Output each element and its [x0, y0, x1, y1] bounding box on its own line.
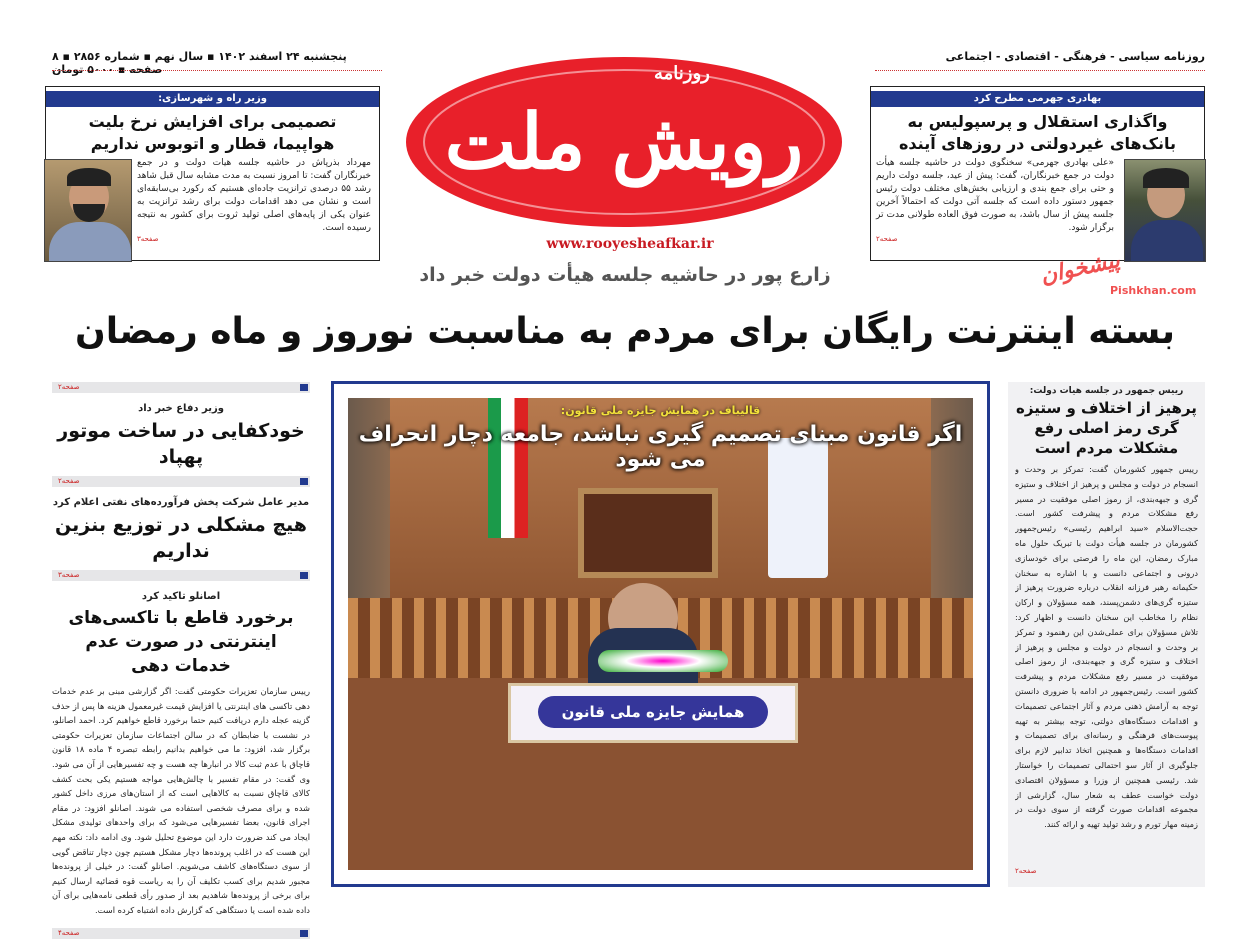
website-link[interactable]: www.rooyesheafkar.ir — [546, 236, 714, 252]
right-box-kicker: بهادری جهرمی مطرح کرد — [871, 91, 1204, 107]
right-box-body: «علی بهادری جهرمی» سخنگوی دولت در حاشیه جلسه هیأت دولت در جمع خبرنگاران، گفت: پیش از عید، جلسه دولت داریم و حتی برای جمع بندی و ارزیابی بخش‌های مختلف دولت رئیس جمهور دستور داده است که جلسه آتی دولت که احتمالاً آخرین جلسه پیش از سال باشد، به صورت فوق العاده طولانی مدت تر برگزار شود. — [876, 158, 1114, 233]
right-column — [1008, 382, 1205, 887]
story-kicker: وزیر دفاع خبر داد — [138, 403, 224, 414]
spokesman-photo — [1124, 159, 1206, 262]
divider — [875, 70, 1205, 71]
story-title[interactable]: برخورد قاطع با تاکسی‌های اینترنتی در صورت عدم خدمات دهی — [68, 608, 294, 676]
logo-small: روزنامه — [654, 63, 710, 84]
section-bar — [52, 382, 310, 393]
story-title[interactable]: هیچ مشکلی در توزیع بنزین نداریم — [55, 514, 307, 562]
photo-story — [331, 381, 990, 887]
photo-kicker: قالیباف در همایش جایزه ملی قانون: — [560, 404, 761, 417]
page-ref[interactable]: صفحه۲ — [876, 235, 898, 243]
right-box-title[interactable]: واگذاری استقلال و پرسپولیس به بانک‌های غیردولتی در روزهای آینده — [898, 112, 1176, 153]
event-banner: همایش جایزه ملی قانون — [538, 696, 768, 728]
lead-kicker: زارع پور در حاشیه جلسه هیأت دولت خبر داد — [419, 264, 831, 286]
page-ref[interactable]: صفحه۳ — [58, 571, 80, 579]
photo-headline[interactable]: اگر قانون مبنای تصمیم گیری نباشد، جامعه دچار انحراف می شود — [358, 422, 963, 472]
left-box-title[interactable]: تصمیمی برای افزایش نرخ بلیت هواپیما، قطار و اتوبوس نداریم — [88, 112, 337, 153]
right-box-text — [876, 157, 1114, 243]
logo — [404, 48, 844, 230]
section-bar — [52, 570, 310, 581]
story-body: رییس سازمان تعزیرات حکومتی گفت: اگر گزارشی مبنی بر عدم خدمات دهی تاکسی های اینترنتی یا افزایش قیمت غیرمعمول هزینه ها پس از حذف گزینه عجله دارم دریافت کنیم حتما برخورد قاطع خواهیم کرد. احمد اصانلو، در نشست با ضابطان که در سالن اجتماعات سازمان تعزیرات حکومتی برگزار شد، افزود: ما می خواهیم بدانیم رابطه تبصره ۴ ماده ۱۸ قانون قاچاق با عدم ثبت کالا در انبارها چه هست و چه تفسیرهایی از آن می شود. وی گفت: در مقام تفسیر با چالش‌هایی مواجه هستیم یکی بحث کشف کالای قاچاق نسبت به کالاهایی است که از استان‌های مرزی داخل کشور شده و برای مصرف شخصی استفاده می شوند. اصانلو افزود: در مقام اجرای قانون، بعضا تفسیرهایی می‌شود که برای واحدهای تولیدی مشکل ایجاد می کند ضرورت دارد این موضوع تحلیل شود. وی ادامه داد: نکته مهم این هست که در اغلب پرونده‌ها دچار مشکل هستیم چون دچار تناقض گویی از سوی دستگاه‌های کاشف می‌شویم. اصانلو گفت: در خیلی از پرونده‌ها مجبور شدیم برای کسب تکلیف آن را به ریاست قوه قضائیه ارسال کنیم برای برخی از پرونده‌ها شاهدیم بعد از صدور رأی قطعی نامه‌هایی برای آن داده شده است یا دستگاهی که گزارش داده اشتباه کرده است. — [52, 686, 310, 915]
watermark: پیشخوان — [1038, 246, 1123, 290]
section-bar — [52, 476, 310, 487]
lead-headline[interactable]: بسته اینترنت رایگان برای مردم به مناسبت نوروز و ماه رمضان — [75, 311, 1175, 352]
left-box-body: مهرداد بذرپاش در حاشیه جلسه هیات دولت و در جمع خبرنگاران گفت: تا امروز نسبت به مدت مشابه سال قبل شاهد رشد ۵۵ درصدی ترانزیت جاده‌ای هستیم که رکورد بی‌سابقه‌ای است و نشان می دهد اقدامات دولت برای رشد ترانزیت به عنوان یکی از پایه‌های اصلی تولید ثروت برای کشور به نتیجه رسیده است. — [137, 158, 371, 233]
story-title[interactable]: پرهیز از اختلاف و ستیزه گری رمز اصلی رفع مشکلات مردم است — [1016, 399, 1197, 457]
left-box-kicker: وزیر راه و شهرسازی: — [46, 91, 379, 107]
story-kicker: مدیر عامل شرکت پخش فرآورده‌های نفتی اعلام کرد — [52, 497, 310, 508]
story-title[interactable]: خودکفایی در ساخت موتور پهپاد — [57, 420, 305, 468]
minister-photo — [44, 159, 132, 262]
watermark-url: Pishkhan.com — [1110, 284, 1197, 297]
logo-text: رویش ملت — [444, 97, 804, 186]
page-ref[interactable]: صفحه۴ — [58, 929, 80, 937]
section-bar — [52, 928, 310, 939]
issue-info: پنجشنبه ۲۴ اسفند ۱۴۰۲ ▪ سال نهم ▪ شماره ۲۸۵۶ ▪ ۸ صفحه ▪ ۵۰۰۰ تومان — [52, 50, 347, 76]
right-box — [870, 86, 1205, 261]
page-ref[interactable]: صفحه۲ — [58, 477, 80, 485]
story-body: رییس جمهور کشورمان گفت: تمرکز بر وحدت و انسجام در دولت و مجلس و پرهیز از اختلاف و ستیزه گری و جبهه‌بندی، از رموز اصلی موفقیت در مسیر رفع مشکلات مردم و پیشرفت کشور است. حجت‌الاسلام «سید ابراهیم رئیسی» رئیس‌جمهور کشورمان در جلسه هیأت دولت با تبریک حلول ماه مبارک رمضان، این ماه را فرصتی برای خودسازی درونی و اجتماعی دانست و با اشاره به سخنان حکیمانه رهبر فرزانه انقلاب درباره ضرورت پرهیز از ستیزه گری‌های دشمن‌پسند، همه مسؤولان و ارکان نظام را مخاطب این سخنان دانست و اظهار کرد: تلاش مسؤولان برای عملی‌شدن این رهنمود و تمرکز بر وحدت و انسجام در دولت و مجلس و پرهیز از اختلاف و ستیزه گری و جبهه‌بندی، از رموز اصلی موفقیت در مسیر رفع مشکلات مردم و پیشرفت کشور است. رئیس‌جمهور در ادامه با ضروری دانستن توجه به آرامش ذهنی مردم و آثار اجتماعی تصمیمات و اقدامات دستگاه‌های دولتی، توجه بیشتر به تهیه پیوست‌های فرهنگی و رسانه‌ای برای تصمیمات و اقدامات دستگاه‌ها و همچنین اتخاذ تدابیر لازم برای جلوگیری از آثار سو احتمالی تصمیمات را خواستار شد. رئیسی همچنین از وزرا و مسؤولان اقتصادی دولت خواست عطف به شعار سال، گزارشی از مجموعه اقدامات صورت گرفته از سوی دولت در زمینه مهار تورم و رشد تولید تهیه و ارائه کنند. — [1015, 464, 1198, 830]
parliament-photo — [348, 398, 973, 870]
left-box — [45, 86, 380, 261]
page-ref[interactable]: صفحه۲ — [58, 383, 80, 391]
story-kicker: رییس جمهور در جلسه هیات دولت: — [1029, 386, 1184, 396]
left-box-text — [137, 157, 371, 243]
divider — [52, 70, 382, 71]
page-ref[interactable]: صفحه۳ — [137, 235, 159, 243]
story-kicker: اصانلو تاکید کرد — [141, 591, 221, 602]
tagline: روزنامه سیاسی - فرهنگی - اقتصادی - اجتماعی — [945, 50, 1205, 63]
page-ref[interactable]: صفحه۲ — [1015, 867, 1037, 875]
left-column — [52, 382, 310, 939]
